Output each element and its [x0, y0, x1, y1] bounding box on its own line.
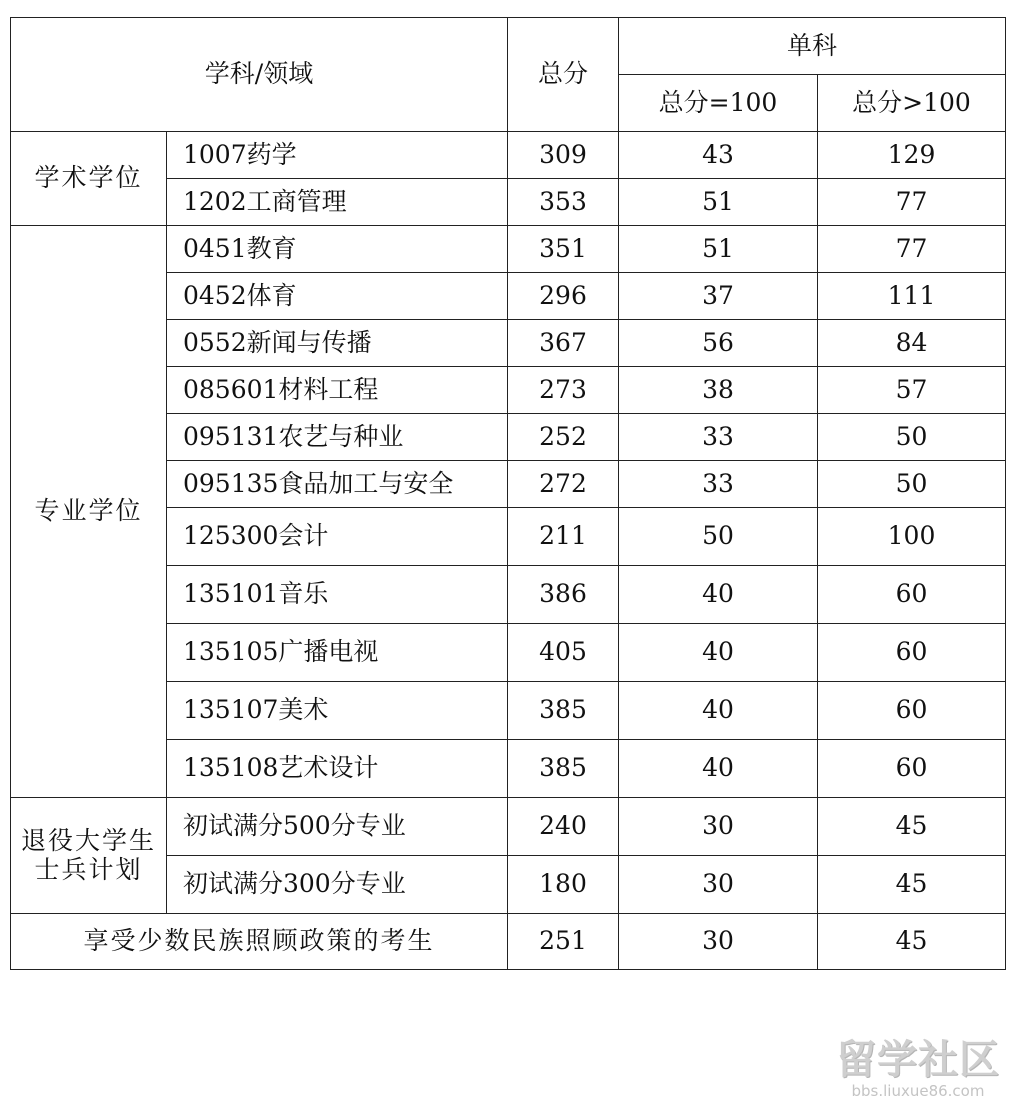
row-single-100: 40 [619, 624, 818, 682]
row-total: 385 [508, 740, 619, 798]
row-single-gt100: 77 [818, 226, 1006, 273]
row-field: 135107美术 [167, 682, 508, 740]
row-field: 125300会计 [167, 508, 508, 566]
table-row [11, 798, 1006, 856]
header-field: 学科/领域 [11, 18, 508, 132]
row-field: 135108艺术设计 [167, 740, 508, 798]
row-total: 296 [508, 273, 619, 320]
row-total: 240 [508, 798, 619, 856]
row-single-gt100: 60 [818, 566, 1006, 624]
row-single-100: 33 [619, 461, 818, 508]
row-total: 252 [508, 414, 619, 461]
row-single-gt100: 50 [818, 461, 1006, 508]
header-row [11, 18, 1006, 75]
watermark [836, 1037, 1000, 1100]
group-veteran: 退役大学生士兵计划 [11, 798, 167, 914]
row-field: 初试满分500分专业 [167, 798, 508, 856]
table-row [11, 914, 1006, 970]
row-single-100: 40 [619, 740, 818, 798]
row-total: 251 [508, 914, 619, 970]
row-total: 273 [508, 367, 619, 414]
header-single: 单科 [619, 18, 1006, 75]
row-single-gt100: 60 [818, 740, 1006, 798]
row-field: 1007药学 [167, 132, 508, 179]
row-single-100: 30 [619, 856, 818, 914]
row-single-gt100: 45 [818, 914, 1006, 970]
row-single-gt100: 84 [818, 320, 1006, 367]
row-total: 211 [508, 508, 619, 566]
header-single-100: 总分=100 [619, 75, 818, 132]
row-field: 085601材料工程 [167, 367, 508, 414]
row-single-gt100: 129 [818, 132, 1006, 179]
row-single-gt100: 60 [818, 624, 1006, 682]
row-single-gt100: 77 [818, 179, 1006, 226]
row-single-gt100: 57 [818, 367, 1006, 414]
row-field: 0452体育 [167, 273, 508, 320]
row-field: 1202工商管理 [167, 179, 508, 226]
row-single-100: 40 [619, 566, 818, 624]
row-total: 309 [508, 132, 619, 179]
table-row [11, 226, 1006, 273]
row-field: 095131农艺与种业 [167, 414, 508, 461]
row-single-100: 51 [619, 179, 818, 226]
row-total: 272 [508, 461, 619, 508]
row-single-100: 30 [619, 798, 818, 856]
group-academic: 学术学位 [11, 132, 167, 226]
row-single-100: 40 [619, 682, 818, 740]
group-professional: 专业学位 [11, 226, 167, 798]
row-field: 0451教育 [167, 226, 508, 273]
header-single-gt100: 总分>100 [818, 75, 1006, 132]
watermark-url: bbs.liuxue86.com [851, 1082, 985, 1100]
watermark-logo: 留学社区 [836, 1037, 1000, 1083]
row-single-gt100: 50 [818, 414, 1006, 461]
row-single-100: 56 [619, 320, 818, 367]
row-field: 初试满分300分专业 [167, 856, 508, 914]
row-total: 353 [508, 179, 619, 226]
row-single-gt100: 111 [818, 273, 1006, 320]
header-total: 总分 [508, 18, 619, 132]
row-field: 095135食品加工与安全 [167, 461, 508, 508]
minority-label: 享受少数民族照顾政策的考生 [11, 914, 508, 970]
score-table [10, 17, 1006, 970]
row-single-100: 30 [619, 914, 818, 970]
row-total: 367 [508, 320, 619, 367]
row-single-gt100: 60 [818, 682, 1006, 740]
row-single-100: 51 [619, 226, 818, 273]
row-single-100: 50 [619, 508, 818, 566]
row-total: 351 [508, 226, 619, 273]
row-total: 385 [508, 682, 619, 740]
row-total: 180 [508, 856, 619, 914]
table-row [11, 132, 1006, 179]
row-single-100: 33 [619, 414, 818, 461]
row-total: 386 [508, 566, 619, 624]
row-single-gt100: 100 [818, 508, 1006, 566]
row-single-100: 43 [619, 132, 818, 179]
row-single-100: 37 [619, 273, 818, 320]
row-single-gt100: 45 [818, 856, 1006, 914]
row-field: 135105广播电视 [167, 624, 508, 682]
row-field: 0552新闻与传播 [167, 320, 508, 367]
row-total: 405 [508, 624, 619, 682]
row-single-100: 38 [619, 367, 818, 414]
row-single-gt100: 45 [818, 798, 1006, 856]
row-field: 135101音乐 [167, 566, 508, 624]
